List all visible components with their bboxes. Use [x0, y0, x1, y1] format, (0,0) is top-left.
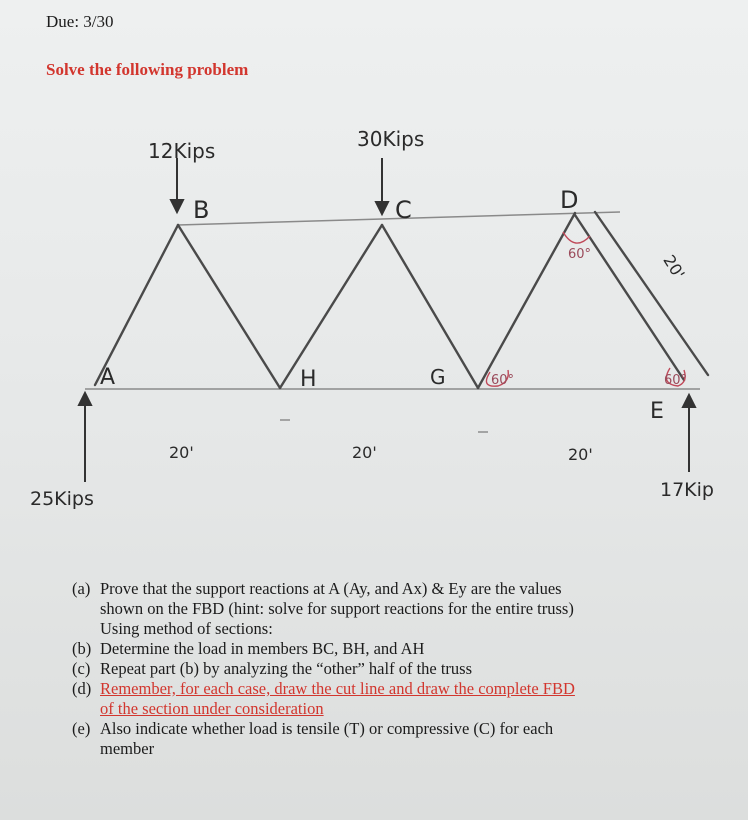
member-bh — [178, 225, 280, 388]
reaction-label-a: 25Kips — [30, 488, 94, 510]
member-de — [595, 212, 708, 375]
question-c: (c) Repeat part (b) by analyzing the “other” half of the truss — [72, 659, 473, 678]
question-a: (a) Prove that the support reactions at A (Ay, and Ax) & Ey are the values shown on the FBD (hint: solve for support reactions for the entire truss) Using method of sections: — [72, 579, 574, 638]
angle-label-d: 60° — [568, 247, 592, 262]
reaction-label-e: 17Kip — [660, 479, 714, 501]
node-g: G — [430, 365, 446, 389]
angle-label-e: 60° — [664, 373, 688, 388]
question-d: (d) Remember, for each case, draw the cut line and draw the complete FBD of the section under consideration — [72, 679, 575, 718]
member-length-label: 20' — [659, 251, 689, 283]
load-label-c: 30Kips — [357, 127, 425, 151]
span-label-1: 20' — [169, 443, 194, 462]
truss-diagram — [0, 100, 748, 570]
span-label-2: 20' — [352, 443, 377, 462]
member-cg — [382, 225, 478, 388]
node-e: E — [650, 399, 664, 424]
question-b: (b) Determine the load in members BC, BH, and AH — [72, 639, 425, 658]
node-a: A — [100, 365, 116, 390]
member-hc — [280, 225, 382, 388]
member-ab — [95, 225, 178, 385]
node-d: D — [560, 186, 579, 214]
question-e: (e) Also indicate whether load is tensile (T) or compressive (C) for each member — [72, 719, 554, 758]
member-de-inner — [575, 215, 684, 380]
question-list — [72, 579, 722, 759]
node-c: C — [395, 196, 412, 224]
node-h: H — [300, 367, 317, 392]
node-b: B — [193, 196, 210, 224]
member-gd — [478, 213, 575, 388]
due-date: Due: 3/30 — [46, 12, 114, 31]
problem-heading: Solve the following problem — [46, 60, 249, 79]
span-label-3: 20' — [568, 445, 593, 464]
load-label-b: 12Kips — [148, 139, 216, 163]
angle-label-g: 60° — [491, 373, 515, 388]
